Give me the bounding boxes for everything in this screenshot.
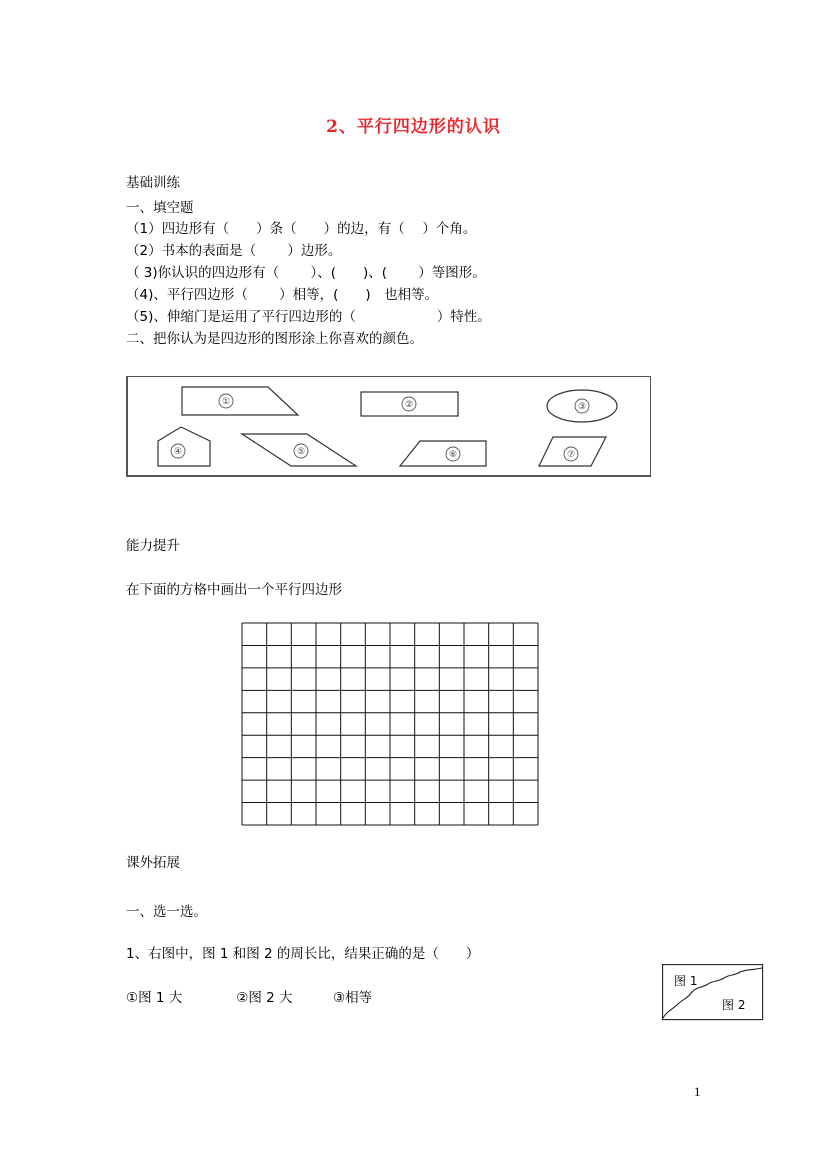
drawing-grid[interactable]: [241, 622, 539, 830]
page-title: 2、平行四边形的认识: [326, 117, 501, 137]
shape-label-5: ⑤: [296, 447, 306, 457]
shape-6-trapezoid: [400, 441, 486, 466]
shape-label-1: ①: [221, 397, 231, 407]
question-3: （ 3)你认识的四边形有（ ）、( )、( ）等图形。: [126, 265, 486, 281]
grid-instruction: 在下面的方格中画出一个平行四边形: [126, 582, 342, 598]
choice-heading: 一、选一选。: [126, 904, 207, 920]
shapes-panel: [126, 376, 651, 477]
section-extension-heading: 课外拓展: [126, 855, 180, 871]
grid-lines: [241, 622, 539, 826]
shape-label-6: ⑥: [448, 450, 458, 460]
question-5: （5)、伸缩门是运用了平行四边形的（ ）特性。: [126, 309, 491, 325]
question-2: （2）书本的表面是（ ）边形。: [126, 243, 342, 259]
coloring-heading: 二、把你认为是四边形的图形涂上你喜欢的颜色。: [126, 331, 423, 347]
perimeter-figure-drawing: [662, 964, 764, 1021]
section-basic-heading: 基础训练: [126, 175, 180, 191]
perimeter-figure: [662, 964, 764, 1025]
shape-label-3: ③: [577, 402, 587, 412]
page-number: 1: [694, 1084, 701, 1099]
question-4: （4)、平行四边形（ ）相等，( ) 也相等。: [126, 287, 439, 303]
shape-label-4: ④: [173, 447, 183, 457]
figure-label-2: 图 2: [722, 998, 746, 1012]
shapes-drawing: [128, 377, 650, 475]
shape-4-pentagon: [158, 427, 210, 466]
section-ability-heading: 能力提升: [126, 538, 180, 554]
figure-label-1: 图 1: [674, 974, 698, 988]
shape-label-7: ⑦: [566, 450, 576, 460]
question-1: （1）四边形有（ ）条（ ）的边，有（ ）个角。: [126, 221, 477, 237]
extension-question-1: 1、右图中，图 1 和图 2 的周长比，结果正确的是（ ）: [126, 946, 480, 962]
answer-options: ①图 1 大 ②图 2 大 ③相等: [126, 990, 373, 1006]
shape-1-trapezoid: [182, 387, 298, 415]
fill-blank-heading: 一、填空题: [126, 200, 194, 216]
shape-label-2: ②: [404, 400, 414, 410]
